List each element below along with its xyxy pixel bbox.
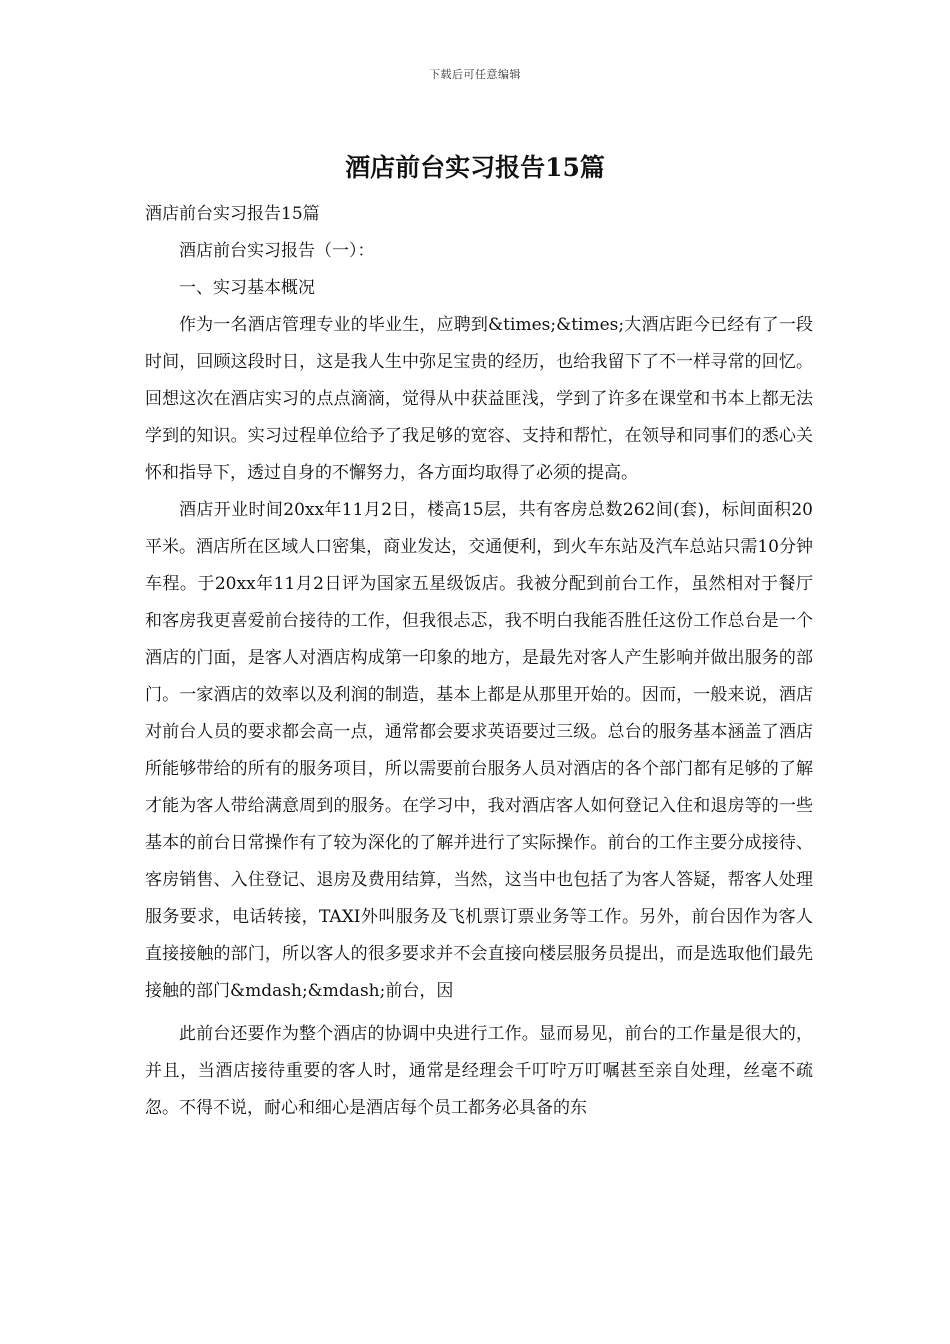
document-title: 酒店前台实习报告15篇 xyxy=(345,153,605,182)
document-body xyxy=(145,196,813,1127)
paragraph: 作为一名酒店管理专业的毕业生，应聘到&times;&times;大酒店距今已经有了一段时间，回顾这段时日，这是我人生中弥足宝贵的经历，也给我留下了不一样寻常的回忆。回想这次在酒店实习的点点滴滴，觉得从中获益匪浅，学到了许多在课堂和书本上都无法学到的知识。实习过程单位给予了我足够的宽容、支持和帮忙，在领导和同事们的悉心关怀和指导下，透过自身的不懈努力，各方面均取得了必须的提高。 xyxy=(145,315,813,483)
paragraph: 酒店开业时间20xx年11月2日，楼高15层，共有客房总数262间(套)，标间面积20平米。酒店所在区域人口密集，商业发达，交通便利，到火车东站及汽车总站只需10分钟车程。于20xx年11月2日评为国家五星级饭店。我被分配到前台工作，虽然相对于餐厅和客房我更喜爱前台接待的工作，但我很忐忑，我不明白我能否胜任这份工作总台是一个酒店的门面，是客人对酒店构成第一印象的地方，是最先对客人产生影响并做出服务的部门。一家酒店的效率以及利润的制造，基本上都是从那里开始的。因而，一般来说，酒店对前台人员的要求都会高一点，通常都会要求英语要过三级。总台的服务基本涵盖了酒店所能够带给的所有的服务项目，所以需要前台服务人员对酒店的各个部门都有足够的了解才能为客人带给满意周到的服务。在学习中，我对酒店客人如何登记入住和退房等的一些基本的前台日常操作有了较为深化的了解并进行了实际操作。前台的工作主要分成接待、客房销售、入住登记、退房及费用结算，当然，这当中也包括了为客人答疑，帮客人处理服务要求，电话转接，TAXI外叫服务及飞机票订票业务等工作。另外，前台因作为客人直接接触的部门，所以客人的很多要求并不会直接向楼层服务员提出，而是选取他们最先接触的部门&mdash;&mdash;前台，因 xyxy=(145,500,813,1001)
subheading: 一、实习基本概况 xyxy=(179,278,315,298)
paragraph: 此前台还要作为整个酒店的协调中央进行工作。显而易见，前台的工作量是很大的，并且，当酒店接待重要的客人时，通常是经理会千叮咛万叮嘱甚至亲自处理，丝毫不疏忽。不得不说，耐心和细心是酒店每个员工都务必具备的东 xyxy=(145,1024,813,1118)
section-heading: 酒店前台实习报告（一）： xyxy=(179,241,375,261)
document-subtitle: 酒店前台实习报告15篇 xyxy=(145,204,320,224)
header-note: 下载后可任意编辑 xyxy=(429,68,521,81)
